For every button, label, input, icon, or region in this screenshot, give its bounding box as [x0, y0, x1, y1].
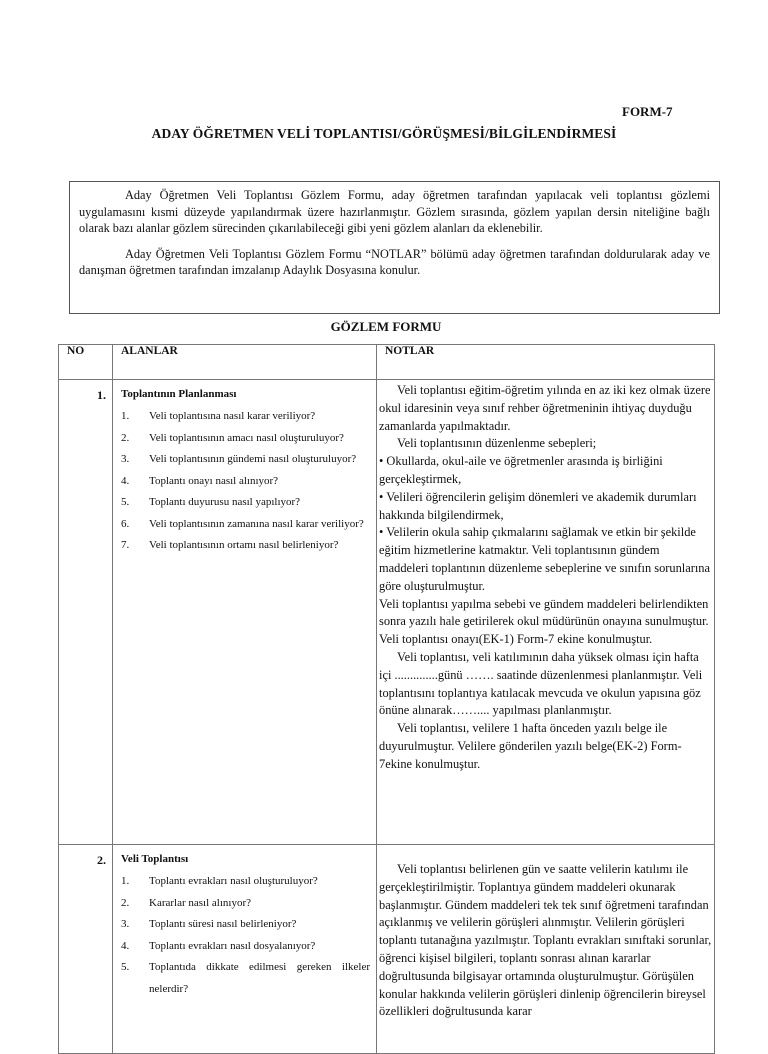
note-paragraph: Veli toplantısı, veli katılımının daha yüksek olması için hafta içi ..............günü ……. saatinde düzenlenmesi planlanmıştır. Veli toplantısını toplantıya katılacak mevcuda ve okulun yapısına göz önüne alınarak…….... yapılması planlanmıştır. [379, 649, 703, 718]
header-notlar: NOTLAR [377, 345, 715, 380]
header-alanlar: ALANLAR [113, 345, 377, 380]
row-number: 2. [59, 845, 113, 1054]
list-item: 4. Toplantı onayı nasıl alınıyor? [121, 474, 279, 487]
table-row [59, 380, 715, 845]
note-bullet: • Velileri öğrencilerin gelişim dönemleri ve akademik durumları hakkında bilgilendirmek, [379, 489, 697, 522]
intro-paragraph-2: Aday Öğretmen Veli Toplantısı Gözlem Formu “NOTLAR” bölümü aday öğretmen tarafından doldurularak aday ve danışman öğretmen tarafından imzalanıp Adaylık Dosyasına konulur. [79, 246, 710, 277]
list-item: 4. Toplantı evrakları nasıl dosyalanıyor? [121, 939, 316, 952]
note-bullet: • Velilerin okula sahip çıkmalarını sağlamak ve etkin bir şekilde eğitim hizmetlerine katmaktır. Veli toplantısının gündem maddeleri toplantının düzenleme sebeplerine ve sınıfın sorunlarına göre oluşturulmuştur. [379, 525, 710, 593]
list-item: 5. Toplantıda dikkate edilmesi gereken ilkeler nelerdir? [121, 961, 370, 995]
notes-cell [377, 380, 715, 845]
note-paragraph: Veli toplantısı yapılma sebebi ve gündem maddeleri belirlendikten sonra yazılı hale getirilerek okul müdürünün onayına sunulmuştur. Veli toplantısı onayı(EK-1) Form-7 ekine konulmuştur. [379, 596, 709, 647]
list-item: 1. Veli toplantısına nasıl karar veriliyor? [121, 410, 316, 422]
area-title: Veli Toplantısı [121, 853, 189, 865]
note-paragraph: Veli toplantısı belirlenen gün ve saatte velilerin katılımı ile gerçekleştirilmiştir. Toplantıya gündem maddeleri okunarak başlanmıştır. Gündem maddeleri tek tek sınıf öğretmeni tarafından açıklanmış ve velilerin görüşleri alınmıştır. Velilerin görüşleri toplantı tutanağına yazılmıştır. Toplantı evrakları sınıftaki sorunlar, öğrenci kişisel bilgileri, toplantı sonrası alınan kararlar doğrultusunda bilgisayar ortamında oluşturulmuştur. Görüşülen konular hakkında velilerin görüşleri dinlenip öğrencilerin bireysel özellikleri doğrultusunda karar [379, 862, 712, 1019]
list-item: 1. Toplantı evrakları nasıl oluşturuluyor? [121, 875, 318, 887]
area-title: Toplantının Planlanması [121, 388, 237, 400]
notes-cell [377, 845, 715, 1054]
alanlar-cell [113, 380, 377, 845]
alanlar-cell [113, 845, 377, 1054]
note-bullet: • Okullarda, okul-aile ve öğretmenler arasında iş birliğini gerçekleştirmek, [379, 454, 663, 486]
list-item: 3. Veli toplantısının gündemi nasıl oluşturuluyor? [121, 453, 357, 465]
list-item: 2. Veli toplantısının amacı nasıl oluşturuluyor? [121, 431, 344, 444]
list-item: 6. Veli toplantısının zamanına nasıl karar veriliyor? [121, 517, 364, 530]
note-paragraph: Veli toplantısı eğitim-öğretim yılında en az iki kez olmak üzere okul idaresinin veya sınıf rehber öğretmeninin ihtiyaç duyduğu zamanlarda yapılmaktadır. [379, 383, 711, 433]
question-list [113, 406, 376, 557]
list-item: 3. Toplantı süresi nasıl belirleniyor? [121, 918, 297, 930]
list-item: 5. Toplantı duyurusu nasıl yapılıyor? [121, 496, 301, 508]
list-item: 2. Kararlar nasıl alınıyor? [121, 896, 252, 909]
header-no: NO [59, 345, 113, 380]
table-header-row [59, 345, 715, 380]
question-list [113, 871, 376, 1000]
list-item: 7. Veli toplantısının ortamı nasıl belirleniyor? [121, 539, 339, 551]
intro-box [69, 181, 720, 314]
row-number: 1. [59, 380, 113, 845]
observation-table [58, 344, 715, 1054]
intro-paragraph-1: Aday Öğretmen Veli Toplantısı Gözlem Formu, aday öğretmen tarafından yapılacak veli toplantısı gözlemi uygulamasını kısmi düzeyde yapılandırmak üzere hazırlanmıştır. Gözlem sırasında, gözlem yapılan dersin niteliğine bağlı olarak bazı alanlar gözlem sürecinden çıkarılabileceği gibi yeni gözlem alanları da eklenebilir. [79, 188, 710, 235]
table-row [59, 845, 715, 1054]
section-title: GÖZLEM FORMU [330, 319, 442, 334]
document-title: ADAY ÖĞRETMEN VELİ TOPLANTISI/GÖRÜŞMESİ/BİLGİLENDİRMESİ [151, 126, 617, 141]
note-paragraph: Veli toplantısı, velilere 1 hafta önceden yazılı belge ile duyurulmuştur. Velilere gönderilen yazılı belge(EK-2) Form-7ekine konulmuştur. [379, 721, 682, 771]
form-number: FORM-7 [622, 104, 673, 119]
note-paragraph: Veli toplantısının düzenlenme sebepleri; [397, 436, 597, 451]
